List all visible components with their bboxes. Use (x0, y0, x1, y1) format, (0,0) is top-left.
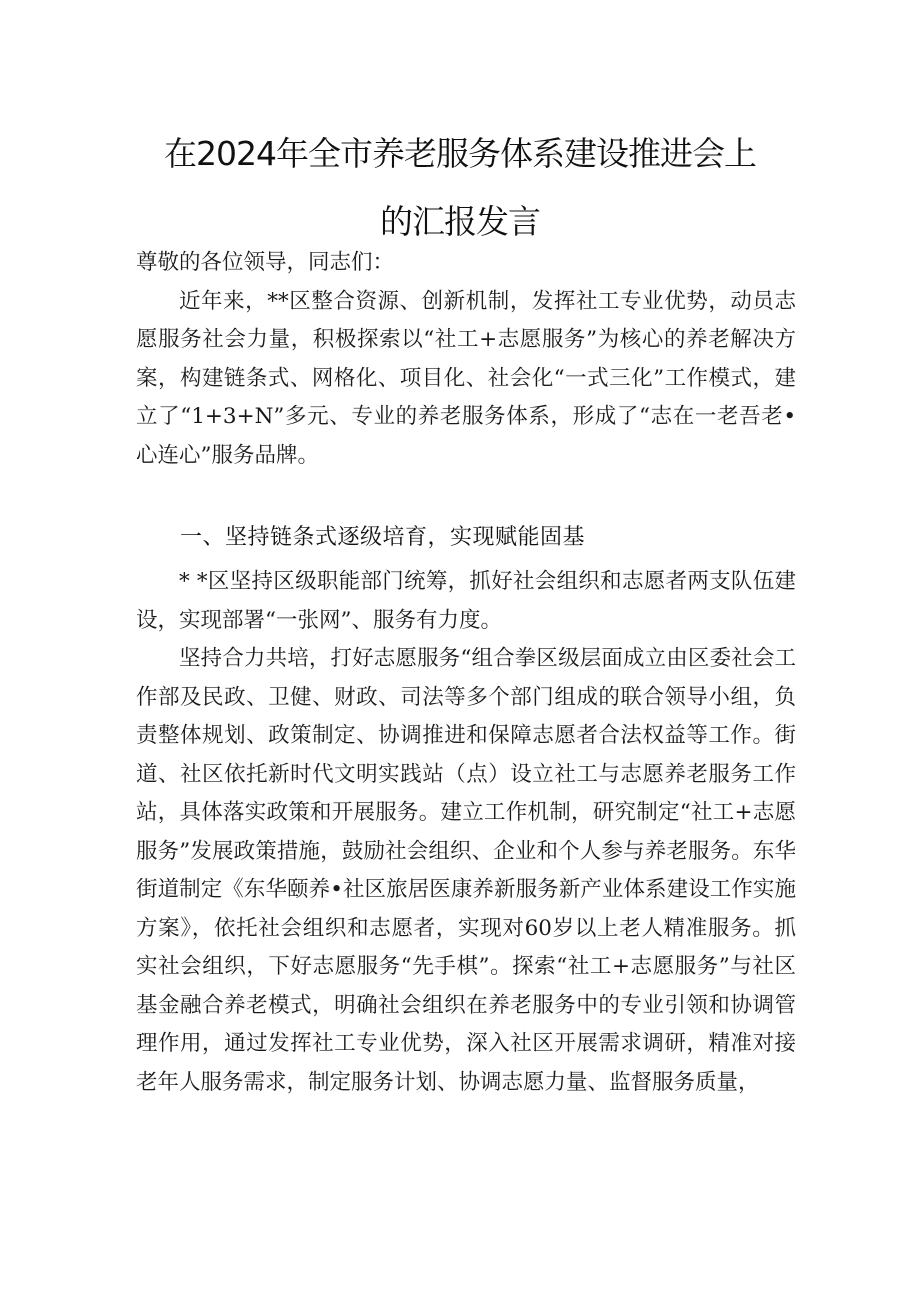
section-1-heading: 一、坚持链条式逐级培育，实现赋能固基 (180, 525, 586, 550)
salutation: 尊敬的各位领导，同志们： (136, 250, 395, 275)
intro-paragraph: 近年来，**区整合资源、创新机制，发挥社工专业优势，动员志愿服务社会力量，积极探索以“社工+志愿服务”为核心的养老解决方案，构建链条式、网格化、项目化、社会化“一式三化”工作模式，建立了“1+3+N”多元、专业的养老服务体系，形成了“志在一老吾老•心连心”服务品牌。 (136, 288, 796, 468)
section-1-body (136, 563, 796, 1102)
intro-block (136, 244, 796, 475)
section-1-paragraph-2: 坚持合力共培，打好志愿服务“组合拳区级层面成立由区委社会工作部及民政、卫健、财政、司法等多个部门组成的联合领导小组，负责整体规划、政策制定、协调推进和保障志愿者合法权益等工作。街道、社区依托新时代文明实践站（点）设立社工与志愿养老服务工作站，具体落实政策和开展服务。建立工作机制，研究制定“社工+志愿服务”发展政策措施，鼓励社会组织、企业和个人参与养老服务。东华街道制定《东华颐养•社区旅居医康养新服务新产业体系建设工作实施方案》，依托社会组织和志愿者，实现对60岁以上老人精准服务。抓实社会组织，下好志愿服务“先手棋”。探索“社工+志愿服务”与社区基金融合养老模式，明确社会组织在养老服务中的专业引领和协调管理作用，通过发挥社工专业优势，深入社区开展需求调研，精准对接老年人服务需求，制定服务计划、协调志愿力量、监督服务质量， (136, 646, 796, 1095)
section-1-paragraph-1: * *区坚持区级职能部门统筹，抓好社会组织和志愿者两支队伍建设，实现部署“一张网”、服务有力度。 (136, 569, 796, 633)
document-title-line-1: 在2024年全市养老服务体系建设推进会上 (164, 134, 756, 173)
document-title-line-2: 的汇报发言 (380, 202, 540, 241)
